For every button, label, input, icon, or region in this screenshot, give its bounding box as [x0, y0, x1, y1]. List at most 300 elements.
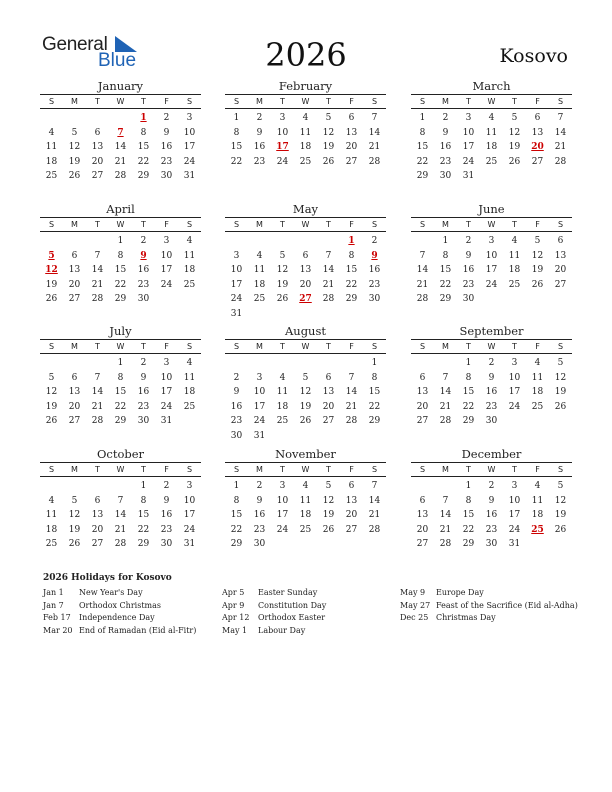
day-cell: 19 [68, 524, 81, 535]
weekday-label: W [301, 220, 310, 229]
holiday-date: Jan 1 [43, 588, 64, 597]
day-cell: 29 [345, 294, 358, 305]
day-cell: 16 [485, 510, 498, 521]
day-cell: 14 [554, 127, 567, 138]
weekday-label: T [512, 465, 517, 474]
day-grid [40, 234, 201, 307]
day-cell: 27 [68, 294, 81, 305]
day-cell: 8 [419, 127, 426, 138]
weekday-label: F [164, 220, 169, 229]
day-cell: 17 [276, 510, 289, 521]
day-cell: 22 [230, 156, 243, 167]
holiday-name: Feast of the Sacrifice (Eid al-Adha) [436, 600, 578, 610]
day-cell: 16 [485, 387, 498, 398]
weekday-label: S [186, 97, 193, 106]
month-february [225, 79, 386, 169]
day-cell: 15 [462, 510, 475, 521]
weekday-label: S [233, 220, 240, 229]
day-cell: 4 [511, 236, 518, 246]
day-cell: 12 [554, 495, 567, 506]
day-cell: 3 [233, 250, 240, 261]
day-cell: 15 [137, 510, 150, 521]
day-cell: 19 [554, 510, 567, 521]
day-cell: 28 [91, 294, 104, 305]
day-cell: 30 [160, 171, 173, 182]
day-cell: 24 [183, 156, 196, 167]
day-empty [294, 356, 317, 371]
day-cell: 3 [256, 372, 263, 383]
day-cell: 29 [137, 539, 150, 550]
month-title: April [106, 202, 135, 216]
weekday-label: S [419, 220, 426, 229]
day-cell: 8 [140, 127, 147, 138]
day-cell: 13 [299, 265, 312, 276]
weekday-label: T [141, 342, 146, 351]
day-cell: 26 [276, 294, 289, 305]
day-cell: 2 [163, 481, 170, 491]
day-cell: 26 [554, 401, 567, 412]
day-cell: 20 [68, 401, 81, 412]
day-cell: 10 [183, 495, 196, 506]
day-cell: 25 [508, 279, 521, 290]
day-cell: 9 [163, 495, 170, 506]
holiday-row [400, 600, 590, 613]
day-empty [225, 356, 248, 371]
day-cell: 31 [183, 539, 196, 550]
day-cell: 23 [485, 524, 498, 535]
day-cell: 18 [183, 265, 196, 276]
day-cell: 28 [368, 524, 381, 535]
day-cell: 29 [462, 416, 475, 427]
weekday-label: W [301, 465, 310, 474]
weekday-label: F [164, 342, 169, 351]
weekday-label: T [326, 220, 331, 229]
weekday-label: T [326, 342, 331, 351]
day-cell: 8 [140, 495, 147, 506]
day-cell: 5 [71, 495, 78, 506]
day-grid [40, 479, 201, 552]
weekday-label: S [233, 97, 240, 106]
day-cell: 22 [114, 279, 127, 290]
day-cell: 4 [279, 372, 286, 383]
day-cell: 16 [253, 142, 266, 153]
month-title: February [278, 79, 333, 93]
weekday-label: S [371, 342, 378, 351]
day-grid [225, 234, 386, 322]
holiday-row [222, 612, 412, 625]
day-empty [63, 234, 86, 249]
day-cell-holiday: 9 [371, 250, 378, 261]
day-cell: 5 [325, 113, 332, 123]
day-cell: 13 [91, 510, 104, 521]
day-empty [248, 234, 271, 249]
month-october [40, 447, 201, 552]
day-cell: 20 [91, 524, 104, 535]
holiday-row [222, 600, 412, 613]
day-cell: 10 [485, 250, 498, 261]
day-cell: 12 [322, 127, 335, 138]
day-cell: 23 [253, 524, 266, 535]
weekday-label: S [557, 465, 564, 474]
holiday-date: Apr 9 [222, 600, 245, 610]
day-cell-holiday: 1 [348, 236, 355, 246]
day-cell: 28 [114, 171, 127, 182]
day-empty [86, 234, 109, 249]
day-empty [271, 356, 294, 371]
weekday-label: S [233, 465, 240, 474]
holiday-row [43, 600, 233, 613]
day-cell: 23 [160, 156, 173, 167]
day-cell: 11 [299, 495, 312, 506]
day-cell: 24 [276, 156, 289, 167]
day-cell: 2 [465, 236, 472, 246]
day-cell: 3 [279, 113, 286, 123]
day-cell: 15 [462, 387, 475, 398]
month-title: September [459, 324, 524, 338]
day-cell: 11 [183, 372, 196, 383]
holiday-row [43, 612, 233, 625]
day-cell: 17 [462, 142, 475, 153]
day-cell: 24 [276, 524, 289, 535]
day-cell: 2 [371, 236, 378, 246]
day-cell: 14 [368, 127, 381, 138]
day-cell: 30 [230, 430, 243, 441]
day-empty [40, 479, 63, 494]
weekday-header [225, 94, 386, 109]
day-cell: 27 [91, 171, 104, 182]
day-cell: 9 [465, 250, 472, 261]
day-cell: 19 [45, 279, 58, 290]
day-cell: 20 [345, 142, 358, 153]
day-cell: 14 [322, 265, 335, 276]
day-cell: 20 [68, 279, 81, 290]
day-cell: 26 [531, 279, 544, 290]
day-cell: 24 [508, 401, 521, 412]
weekday-label: S [371, 220, 378, 229]
calendar-year: 2026 [265, 36, 347, 74]
day-cell: 8 [233, 495, 240, 506]
day-cell: 24 [230, 294, 243, 305]
day-grid [411, 234, 572, 307]
day-cell: 14 [439, 387, 452, 398]
weekday-header [411, 462, 572, 477]
day-cell: 28 [345, 416, 358, 427]
day-cell: 11 [299, 127, 312, 138]
day-cell: 3 [186, 113, 193, 123]
day-empty [248, 356, 271, 371]
weekday-label: T [280, 342, 285, 351]
day-cell: 10 [508, 372, 521, 383]
day-cell: 10 [160, 372, 173, 383]
day-empty [434, 479, 457, 494]
day-cell: 12 [276, 265, 289, 276]
day-cell: 5 [48, 372, 55, 383]
day-cell: 9 [488, 495, 495, 506]
month-title: December [461, 447, 522, 461]
month-title: May [292, 202, 319, 216]
day-cell: 13 [416, 510, 429, 521]
day-cell: 26 [299, 416, 312, 427]
day-cell: 14 [91, 387, 104, 398]
day-cell: 30 [462, 294, 475, 305]
day-cell: 26 [68, 539, 81, 550]
day-cell: 13 [91, 142, 104, 153]
day-cell: 24 [485, 279, 498, 290]
day-empty [63, 111, 86, 126]
day-cell: 19 [322, 510, 335, 521]
weekday-label: T [280, 220, 285, 229]
day-empty [317, 356, 340, 371]
day-cell-holiday: 27 [299, 294, 312, 305]
day-cell: 5 [534, 236, 541, 246]
weekday-label: M [256, 220, 263, 229]
day-cell: 18 [45, 524, 58, 535]
weekday-label: T [280, 465, 285, 474]
day-empty [411, 479, 434, 494]
day-cell: 27 [345, 524, 358, 535]
weekday-label: S [233, 342, 240, 351]
day-cell: 6 [348, 481, 355, 491]
weekday-label: S [48, 465, 55, 474]
day-cell: 18 [45, 156, 58, 167]
weekday-label: F [164, 465, 169, 474]
day-cell: 11 [45, 142, 58, 153]
day-cell: 18 [531, 387, 544, 398]
day-cell: 2 [256, 113, 263, 123]
day-cell: 19 [531, 265, 544, 276]
day-cell: 16 [462, 265, 475, 276]
day-cell: 14 [345, 387, 358, 398]
day-cell: 2 [140, 358, 147, 368]
weekday-label: W [487, 342, 496, 351]
day-cell: 19 [45, 401, 58, 412]
weekday-label: T [95, 220, 100, 229]
day-cell: 17 [508, 387, 521, 398]
day-cell: 18 [531, 510, 544, 521]
day-cell: 9 [233, 387, 240, 398]
day-cell: 20 [345, 510, 358, 521]
day-cell: 30 [439, 171, 452, 182]
weekday-label: T [326, 97, 331, 106]
weekday-header [411, 94, 572, 109]
day-cell: 18 [253, 279, 266, 290]
weekday-label: W [487, 220, 496, 229]
holiday-name: Constitution Day [258, 600, 327, 610]
day-cell: 6 [71, 372, 78, 383]
day-empty [86, 479, 109, 494]
day-cell: 26 [45, 416, 58, 427]
day-cell: 17 [160, 265, 173, 276]
day-cell: 26 [45, 294, 58, 305]
day-cell: 10 [276, 495, 289, 506]
day-cell: 7 [557, 113, 564, 123]
day-cell: 15 [230, 142, 243, 153]
day-cell: 15 [416, 142, 429, 153]
day-cell: 17 [160, 387, 173, 398]
day-cell: 24 [462, 156, 475, 167]
day-cell: 27 [554, 279, 567, 290]
day-cell: 23 [137, 401, 150, 412]
day-cell: 6 [419, 495, 426, 506]
day-cell: 18 [508, 265, 521, 276]
weekday-header [40, 339, 201, 354]
day-cell: 26 [322, 524, 335, 535]
day-cell: 21 [416, 279, 429, 290]
day-empty [40, 111, 63, 126]
holiday-name: Independence Day [79, 613, 155, 622]
day-cell: 29 [230, 539, 243, 550]
day-cell: 26 [554, 524, 567, 535]
day-cell: 15 [368, 387, 381, 398]
brand-name-primary: General [42, 34, 108, 55]
day-cell: 12 [508, 127, 521, 138]
weekday-label: W [116, 465, 125, 474]
day-cell-holiday: 7 [117, 127, 124, 138]
day-cell: 22 [137, 156, 150, 167]
weekday-label: T [512, 97, 517, 106]
day-empty [63, 356, 86, 371]
day-cell: 8 [117, 372, 124, 383]
day-cell: 6 [71, 250, 78, 261]
day-cell: 21 [322, 279, 335, 290]
weekday-label: S [557, 97, 564, 106]
day-cell: 21 [91, 401, 104, 412]
day-cell: 4 [186, 236, 193, 246]
day-cell: 14 [368, 495, 381, 506]
day-cell: 18 [299, 510, 312, 521]
day-cell: 4 [48, 495, 55, 506]
day-cell: 22 [416, 156, 429, 167]
weekday-label: S [48, 220, 55, 229]
weekday-label: S [371, 465, 378, 474]
weekday-label: M [256, 465, 263, 474]
day-cell: 22 [462, 524, 475, 535]
weekday-label: F [164, 97, 169, 106]
day-cell: 7 [348, 372, 355, 383]
holiday-row [222, 587, 412, 600]
day-grid [411, 111, 572, 184]
weekday-label: F [349, 465, 354, 474]
weekday-label: M [71, 220, 78, 229]
holiday-date: Mar 20 [43, 625, 73, 635]
weekday-label: F [535, 220, 540, 229]
weekday-header [40, 462, 201, 477]
day-cell: 10 [462, 127, 475, 138]
day-cell: 10 [276, 127, 289, 138]
day-cell: 15 [345, 265, 358, 276]
day-cell: 21 [114, 156, 127, 167]
day-cell: 17 [230, 279, 243, 290]
day-cell: 4 [534, 481, 541, 491]
day-cell: 9 [256, 127, 263, 138]
day-cell: 13 [531, 127, 544, 138]
day-cell: 21 [554, 142, 567, 153]
weekday-label: T [466, 220, 471, 229]
day-cell: 20 [416, 524, 429, 535]
day-cell: 20 [554, 265, 567, 276]
day-cell: 12 [322, 495, 335, 506]
day-empty [434, 356, 457, 371]
day-cell: 16 [137, 265, 150, 276]
day-cell: 28 [439, 539, 452, 550]
day-cell: 21 [439, 401, 452, 412]
day-cell: 6 [557, 236, 564, 246]
day-cell: 14 [439, 510, 452, 521]
day-cell: 21 [114, 524, 127, 535]
day-cell: 23 [368, 279, 381, 290]
month-july [40, 324, 201, 429]
day-cell: 16 [160, 142, 173, 153]
day-cell: 14 [114, 510, 127, 521]
weekday-label: W [301, 342, 310, 351]
day-cell: 9 [163, 127, 170, 138]
holiday-name: Orthodox Christmas [79, 600, 161, 610]
month-may [225, 202, 386, 322]
day-cell: 10 [160, 250, 173, 261]
day-cell: 8 [371, 372, 378, 383]
day-cell: 5 [325, 481, 332, 491]
weekday-label: W [487, 97, 496, 106]
day-cell: 8 [233, 127, 240, 138]
day-cell: 25 [485, 156, 498, 167]
day-cell: 31 [253, 430, 266, 441]
day-empty [109, 111, 132, 126]
day-cell: 11 [45, 510, 58, 521]
day-cell: 24 [508, 524, 521, 535]
day-cell: 27 [91, 539, 104, 550]
day-cell: 30 [485, 416, 498, 427]
day-cell: 15 [230, 510, 243, 521]
holiday-row [43, 587, 233, 600]
day-cell: 18 [299, 142, 312, 153]
day-cell: 7 [419, 250, 426, 261]
weekday-label: T [466, 465, 471, 474]
day-cell: 12 [68, 142, 81, 153]
day-cell: 19 [276, 279, 289, 290]
day-cell: 6 [534, 113, 541, 123]
day-cell: 25 [531, 401, 544, 412]
day-cell: 19 [299, 401, 312, 412]
day-cell: 6 [94, 127, 101, 138]
day-cell: 30 [485, 539, 498, 550]
day-cell: 11 [531, 495, 544, 506]
day-cell: 2 [488, 358, 495, 368]
day-empty [271, 234, 294, 249]
weekday-label: S [419, 342, 426, 351]
day-cell: 2 [163, 113, 170, 123]
month-title: June [478, 202, 505, 216]
day-cell-holiday: 20 [531, 142, 544, 153]
day-cell: 25 [183, 401, 196, 412]
weekday-label: M [256, 342, 263, 351]
day-cell: 25 [183, 279, 196, 290]
weekday-header [40, 217, 201, 232]
day-cell: 2 [233, 372, 240, 383]
day-cell: 28 [368, 156, 381, 167]
day-cell: 7 [117, 495, 124, 506]
month-august [225, 324, 386, 444]
day-cell: 13 [345, 127, 358, 138]
holiday-date: May 1 [222, 625, 248, 635]
day-cell: 10 [508, 495, 521, 506]
holiday-row [400, 612, 590, 625]
weekday-label: T [512, 220, 517, 229]
weekday-label: M [71, 465, 78, 474]
day-cell: 20 [299, 279, 312, 290]
day-cell: 8 [465, 372, 472, 383]
day-cell-holiday: 12 [45, 265, 58, 276]
day-cell: 17 [253, 401, 266, 412]
